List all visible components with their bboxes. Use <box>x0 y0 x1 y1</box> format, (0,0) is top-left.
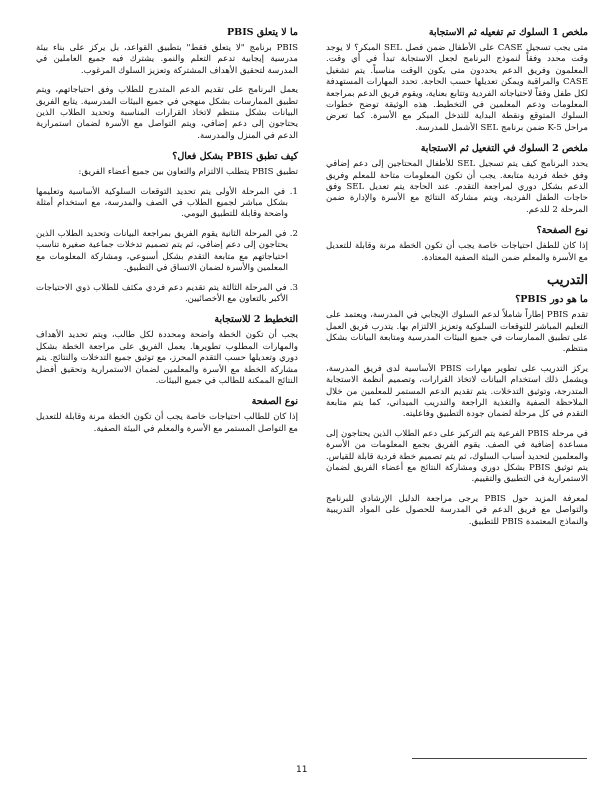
left-heading-0: ما لا يتعلق PBIS <box>227 27 298 38</box>
right-paragraph-3: يحدد البرنامج كيف يتم تسجيل SEL للأطفال المحتاجين إلى دعم إضافي وفق خطة فردية متابعة. يجب أن تكون المعلومات متاحة للمعلم وفريق الدعم بشكل دوري لمراجعة التقدم. عند الحاجة يتم تعديل SEL وفق حاجات الطفل الفردية، ويتم مشاركة النتائج مع الأسرة والإدارة ضمن المرحلة 2 للدعم. <box>326 159 588 215</box>
left-heading-10: نوع الصفحة <box>251 396 298 408</box>
left-heading-8: التخطيط 2 للاستجابة <box>214 314 298 326</box>
right-paragraph-10: في مرحلة PBIS الفرعية يتم التركيز على دعم الطلاب الذين يحتاجون إلى مساعدة إضافية في الصف. يقوم الفريق بجمع المعلومات من الأسرة والمعلمين لتحديد أسباب السلوك، ثم يتم تصميم خطة فردية قابلة للقياس. يتم توثيق PBIS بشكل دوري ومشاركة النتائج مع أعضاء الفريق لضمان الاستمرارية في التطبيق والتقييم. <box>326 428 588 485</box>
right-column <box>326 26 588 536</box>
left-column <box>36 26 298 443</box>
left-heading-3: كيف تطبق PBIS بشكل فعال؟ <box>172 151 298 163</box>
left-list-item-7: 3. في المرحلة الثالثة يتم تقديم دعم فردي مكثف للطلاب ذوي الاحتياجات الأكبر بالتعاون مع الأخصائيين. <box>36 282 298 304</box>
left-paragraph-11: إذا كان للطالب احتياجات خاصة يجب أن تكون الخطة مرنة وقابلة للتعديل مع التواصل المستمر مع الأسرة والمعلم في البيئة الصفية. <box>36 412 298 434</box>
left-paragraph-2: يعمل البرنامج على تقديم الدعم المتدرج للطلاب وفق احتياجاتهم، ويتم تطبيق الممارسات بشكل منهجي في جميع البيئات المدرسية. يتابع الفريق البيانات بشكل منتظم لاتخاذ القرارات المناسبة وتحديد الطلاب الذين يحتاجون إلى دعم إضافي، ويتم التواصل مع الأسرة لضمان استمرارية الدعم في المنزل والمدرسة. <box>36 85 298 141</box>
footnote-rule <box>412 758 587 759</box>
right-paragraph-8: تقدم PBIS إطاراً شاملاً لدعم السلوك الإيجابي في المدرسة، ويعتمد على التعليم المباشر للتوقعات السلوكية وتعزيز الالتزام بها. يتدرب فريق العمل على تطبيق الممارسات في جميع البيئات المدرسية ومتابعة البيانات بشكل منتظم. <box>326 310 588 355</box>
left-paragraph-9: يجب أن تكون الخطة واضحة ومحددة لكل طالب، ويتم تحديد الأهداف والمهارات المطلوب تطويرها. يعمل الفريق على مراجعة الخطة بشكل دوري وتعديلها حسب التقدم المحرز، مع توثيق جميع التدخلات والنتائج. يتم مشاركة الخطة مع الأسرة والمعلمين لضمان الاستمرارية وتحقيق أفضل النتائج الممكنة للطالب في جميع البيئات. <box>36 330 298 386</box>
right-paragraph-5: إذا كان للطفل احتياجات خاصة يجب أن تكون الخطة مرنة وقابلة للتعديل مع الأسرة والمعلم ضمن البيئة الصفية المعتادة. <box>326 241 588 263</box>
right-heading-2: ملخص 2 السلوك في التفعيل ثم الاستجابة <box>420 143 588 155</box>
right-paragraph-1: متى يجب تسجيل CASE على الأطفال ضمن فصل SEL المبكر؟ لا يوجد وقت محدد وفقاً لنموذج البرنامج لجعل الاستجابة تبدأ في أي وقت. المعلمون وفريق الدعم يحددون متى يكون الوقت مناسباً. يتم تشغيل CASE والمراقبة ويمكن تعديلها حسب الحاجة. تحدد المهارات المستهدفة لكل طفل وفقاً لاحتياجاته الفردية وتتابع بعناية، ويقوم فريق الدعم بمراجعة المعلومات ودعم المعلمين في التخطيط. هذه الوثيقة توضح خطوات السلوك المتوقع ونقطة البداية للتدخل المبكر مع الأسرة. كما تعرض مراحل K-5 ضمن برنامج SEL الأشمل للمدرسة. <box>326 43 589 133</box>
right-heading-0: ملخص 1 السلوك تم تفعيله ثم الاستجابة <box>428 27 588 38</box>
right-heading-6: التدريب <box>547 273 588 289</box>
left-list-item-5: 1. في المرحلة الأولى يتم تحديد التوقعات السلوكية الأساسية وتعليمها بشكل مباشر لجميع الطلاب في الصف والمدرسة، مع استخدام أمثلة واضحة وقابلة للتطبيق اليومي. <box>36 186 298 220</box>
right-paragraph-11: لمعرفة المزيد حول PBIS يرجى مراجعة الدليل الإرشادي للبرنامج والتواصل مع فريق الدعم في المدرسة للحصول على المواد التدريبية والنماذج المعتمدة PBIS للتطبيق. <box>326 493 588 527</box>
left-paragraph-4: تطبيق PBIS يتطلب الالتزام والتعاون بين جميع أعضاء الفريق: <box>78 167 298 178</box>
right-heading-4: نوع الصفحة؟ <box>536 225 588 237</box>
right-heading-7: ما هو دور PBIS؟ <box>515 294 588 306</box>
left-list-item-6: 2. في المرحلة الثانية يقوم الفريق بمراجعة البيانات وتحديد الطلاب الذين يحتاجون إلى دعم إضافي، ثم يتم تصميم تدخلات جماعية صغيرة تناسب احتياجاتهم مع متابعة التقدم بشكل أسبوعي، ومشاركة المعلومات مع المعلمين والأسرة لضمان الاتساق في التطبيق. <box>36 228 298 274</box>
right-paragraph-9: يركز التدريب على تطوير مهارات PBIS الأساسية لدى فريق المدرسة، ويشمل ذلك استخدام البيانات لاتخاذ القرارات، وتصميم أنظمة الاستجابة المتدرجة، وتوثيق التدخلات. يتم تقديم الدعم المستمر للمعلمين من خلال الملاحظة الصفية والتغذية الراجعة والتدريب الميداني، كما يتم متابعة التقدم في كل مرحلة لضمان جودة التطبيق وفاعليته. <box>326 363 588 420</box>
left-paragraph-1: PBIS برنامج "لا يتعلق فقط" بتطبيق القواعد، بل يركز على بناء بيئة مدرسية إيجابية تدعم التعلم والنمو. يشترك فيه جميع العاملين في المدرسة لتحقيق الأهداف المشتركة وتعزيز السلوك المرغوب. <box>36 43 298 76</box>
page-number: 11 <box>296 765 308 775</box>
